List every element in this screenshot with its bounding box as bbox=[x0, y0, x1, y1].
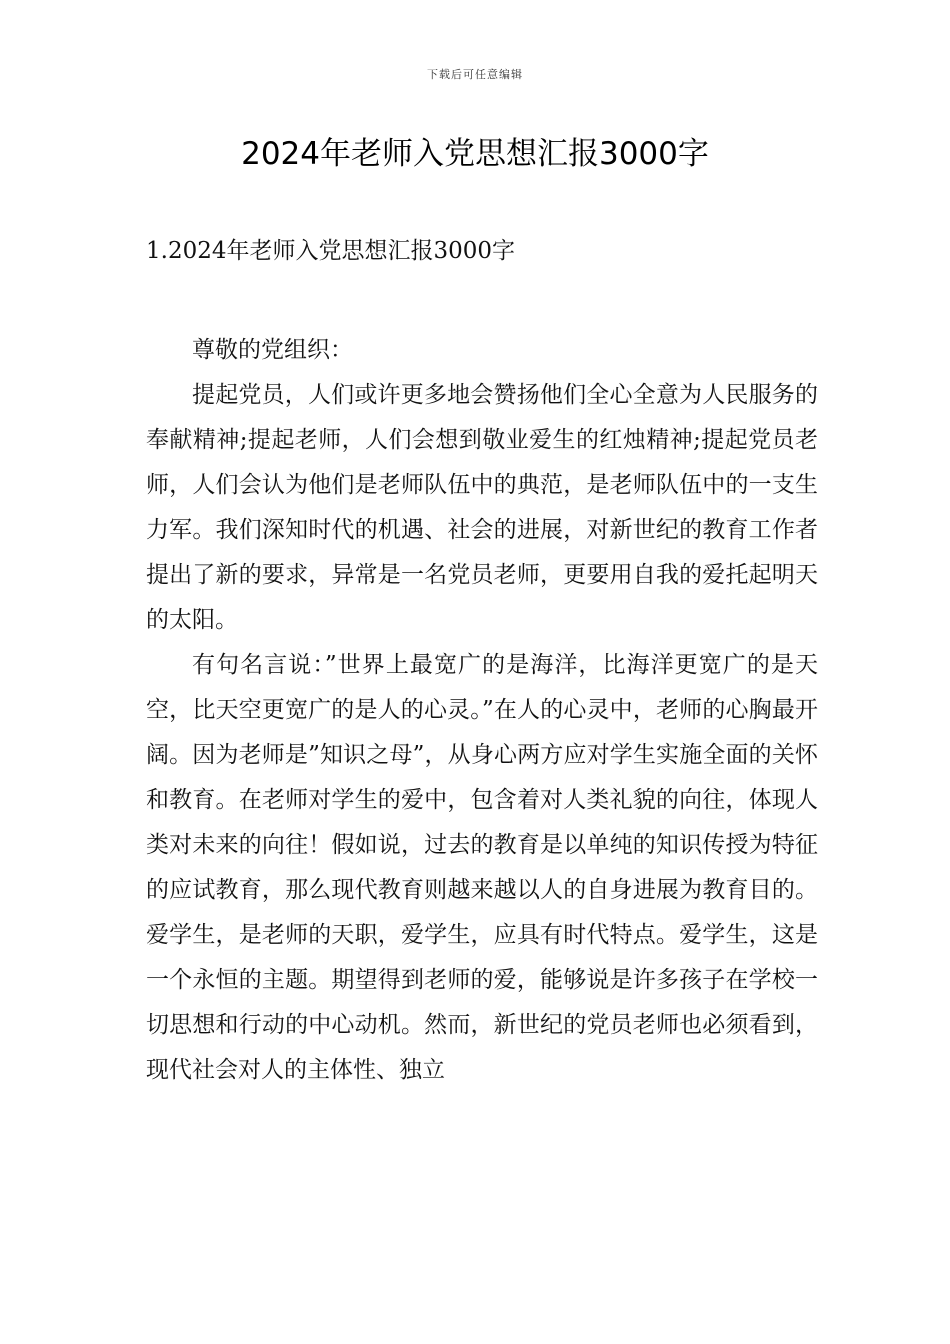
body-paragraph: 有句名言说：”世界上最宽广的是海洋，比海洋更宽广的是天空，比天空更宽广的是人的心灵。”在人的心灵中，老师的心胸最开阔。因为老师是”知识之母”，从身心两方应对学生实施全面的关怀和教育。在老师对学生的爱中，包含着对人类礼貌的向往，体现人类对未来的向往！假如说，过去的教育是以单纯的知识传授为特征的应试教育，那么现代教育则越来越以人的自身进展为教育目的。爱学生，是老师的天职，爱学生，应具有时代特点。爱学生，这是一个永恒的主题。期望得到老师的爱，能够说是许多孩子在学校一切思想和行动的中心动机。然而，新世纪的党员老师也必须看到，现代社会对人的主体性、独立 bbox=[146, 652, 818, 1083]
header-note: 下载后可任意编辑 bbox=[427, 68, 523, 81]
salutation: 尊敬的党组织： bbox=[192, 337, 353, 363]
document-body bbox=[146, 328, 818, 1093]
section-heading: 1.2024年老师入党思想汇报3000字 bbox=[146, 238, 516, 264]
document-title: 2024年老师入党思想汇报3000字 bbox=[241, 136, 709, 172]
body-paragraph: 提起党员，人们或许更多地会赞扬他们全心全意为人民服务的奉献精神;提起老师，人们会想到敬业爱生的红烛精神;提起党员老师，人们会认为他们是老师队伍中的典范，是老师队伍中的一支生力军。我们深知时代的机遇、社会的进展，对新世纪的教育工作者提出了新的要求，异常是一名党员老师，更要用自我的爱托起明天的太阳。 bbox=[146, 382, 818, 633]
